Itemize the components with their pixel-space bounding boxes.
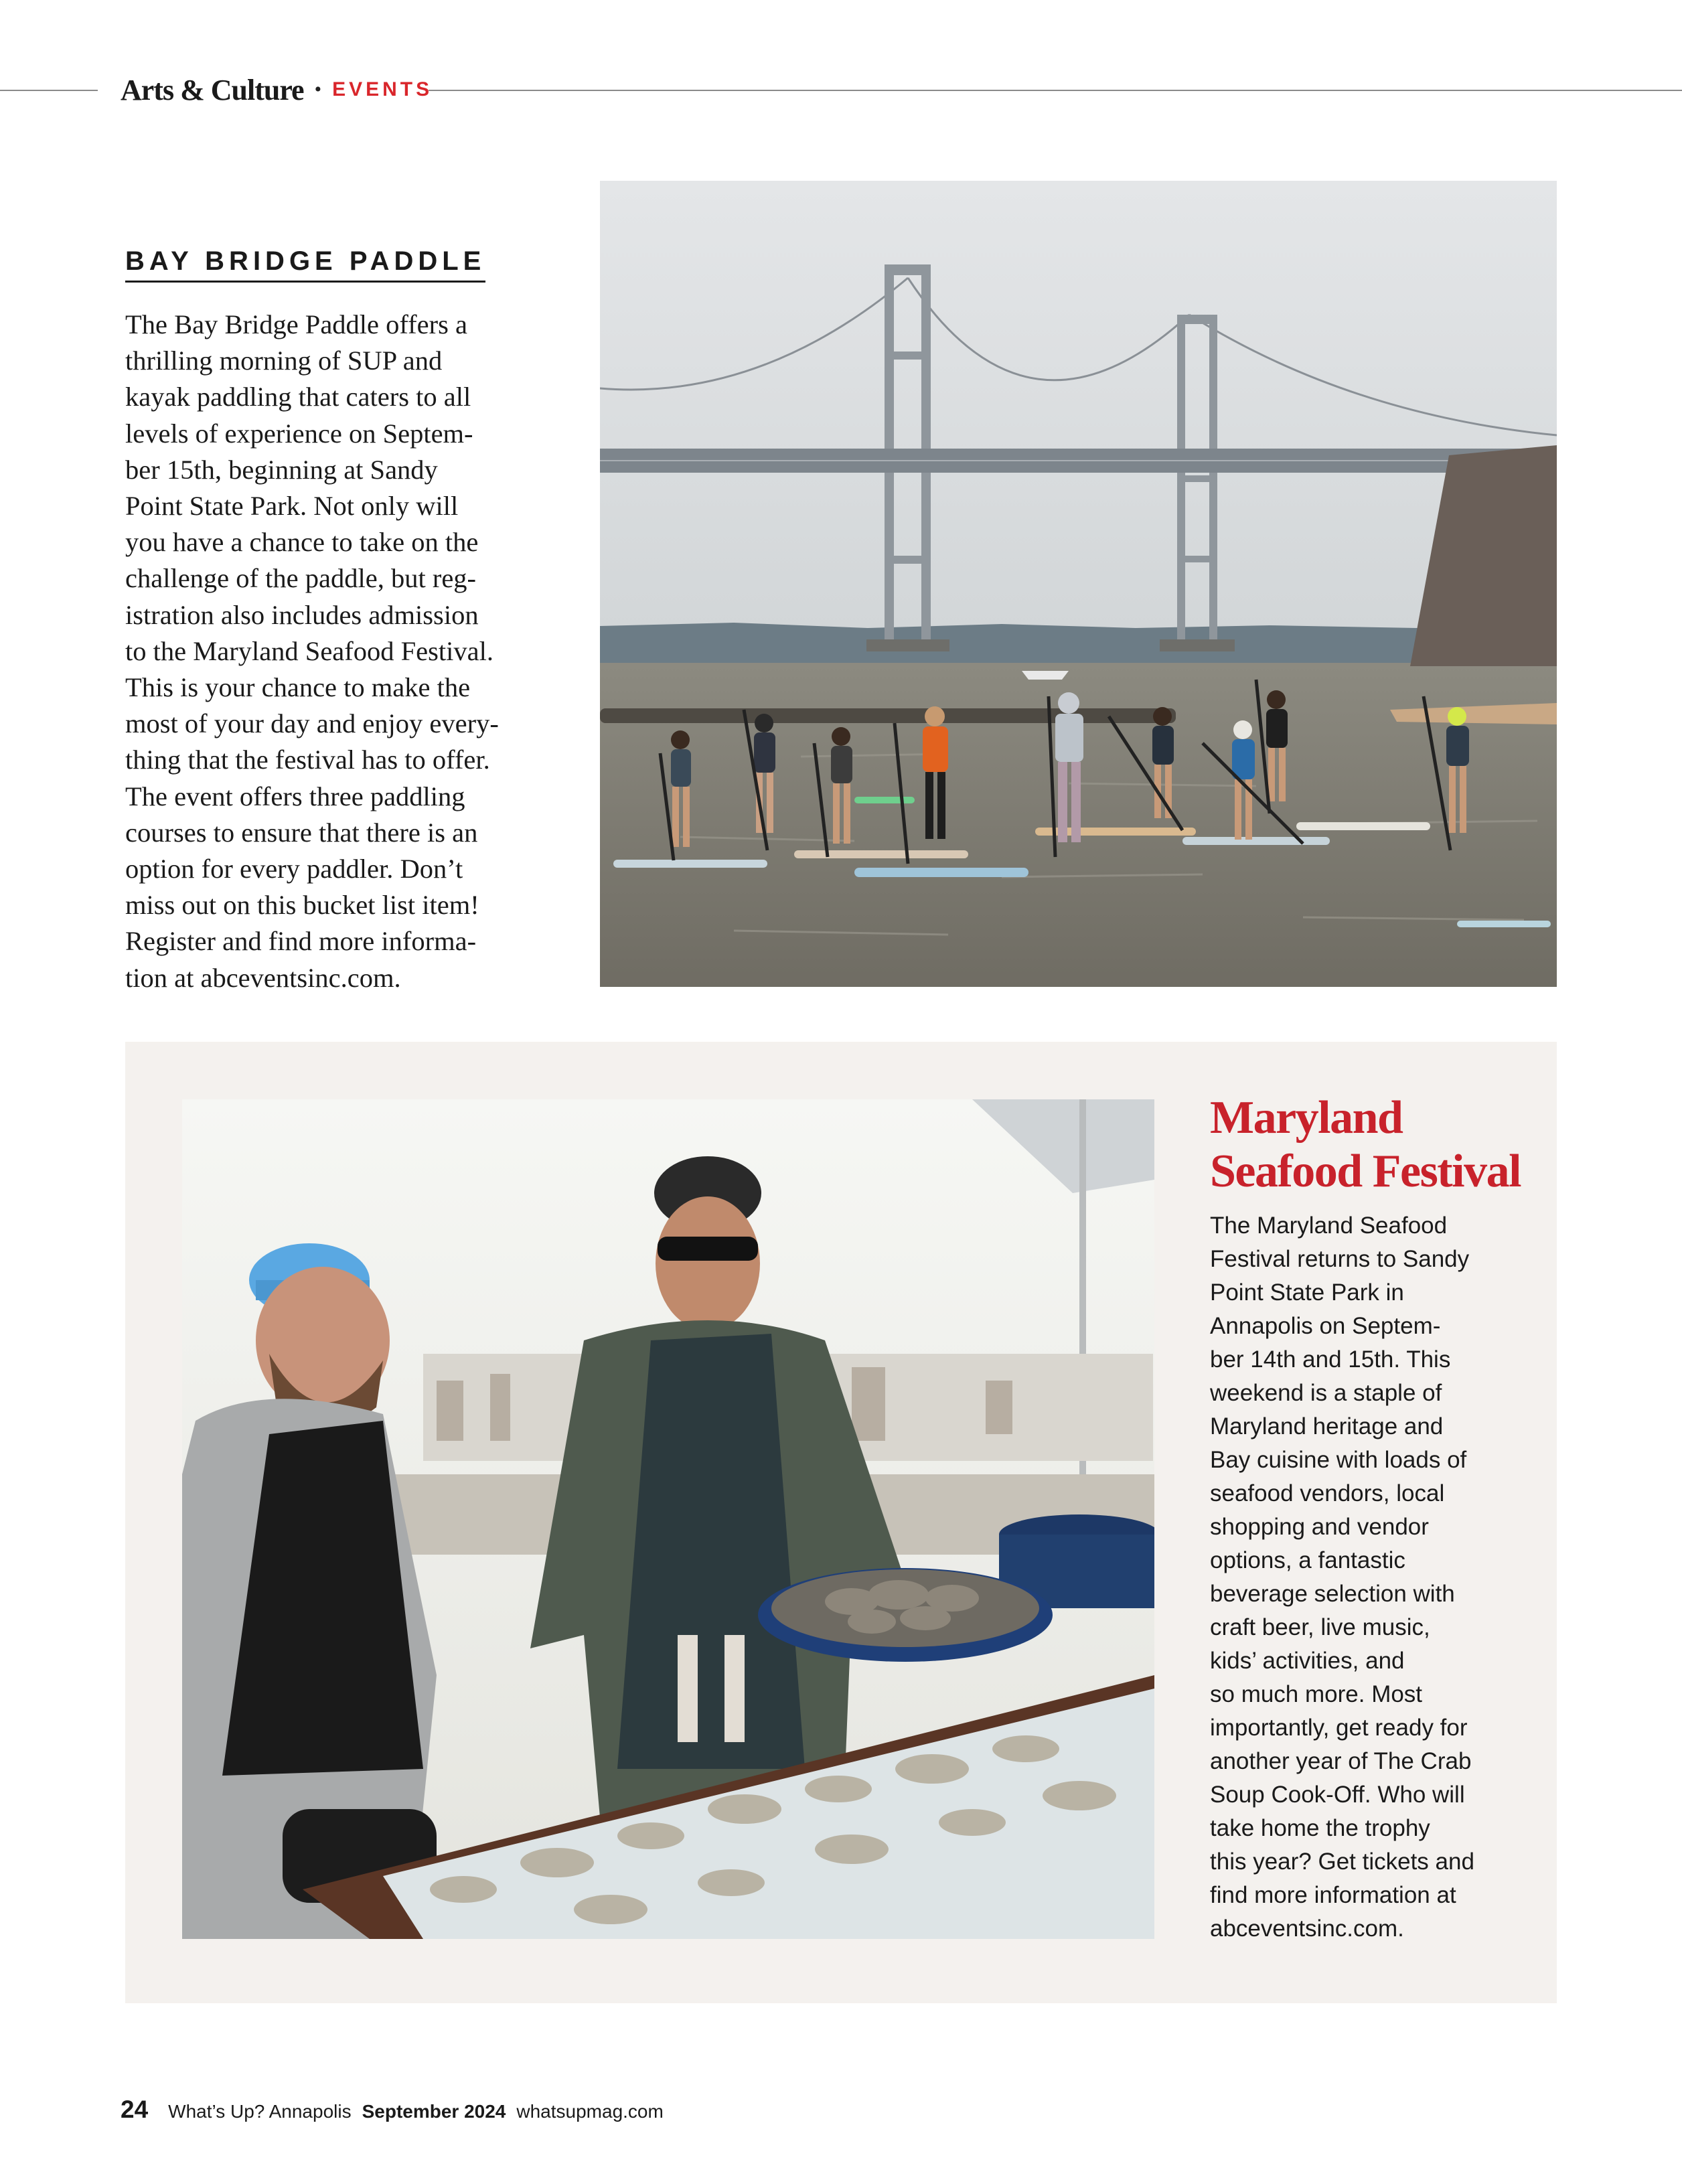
- page-number: 24: [121, 2096, 149, 2123]
- festival-heading: [1210, 1091, 1531, 1198]
- section-header: [121, 68, 433, 111]
- festival-heading-line1: Maryland: [1210, 1092, 1403, 1144]
- section-separator: •: [314, 78, 322, 100]
- paddle-body-text: The Bay Bridge Paddle offers a thrilling morning of SUP and kayak paddling that caters to all levels of experience on Septem- ber 15th, beginning at Sandy Point State Park. Not only will you have a chance to take on the challenge of the paddle, but reg- istration also includes admission to the Maryland Seafood Festival. This is your chance to make the most of your day and enjoy every- thing that the festival has to offer. The event offers three paddling courses to ensure that there is an option for every paddler. Don’t miss out on this bucket list item! Register and find more informa- tion at abceventsinc.com.: [125, 309, 499, 993]
- sky: [600, 181, 1557, 636]
- header-rule-right: [429, 90, 1682, 91]
- festival-body-text: The Maryland Seafood Festival returns to Sandy Point State Park in Annapolis on Septem- ber 14th and 15th. This weekend is a staple of Maryland heritage and Bay cuisine with loads of seafood vendors, local shopping and vendor options, a fantastic beverage selection with craft beer, live music, kids’ activities, and so much more. Most importantly, get ready for another year of The Crab Soup Cook-Off. Who will take home the trophy this year? Get tickets and find more information at abceventsinc.com.: [1210, 1213, 1474, 1942]
- seafood-festival-photo: [182, 1099, 1154, 1939]
- header-rule-left: [0, 90, 98, 91]
- section-name: Arts & Culture: [121, 73, 304, 106]
- bay-bridge-paddle-photo: [600, 181, 1557, 987]
- page-footer: [121, 2096, 664, 2124]
- rock-jetty: [600, 708, 1176, 723]
- publication-name: What’s Up? Annapolis: [168, 2101, 352, 2122]
- issue-date: September 2024: [362, 2101, 506, 2122]
- website: whatsupmag.com: [516, 2101, 664, 2122]
- section-category: EVENTS: [332, 78, 433, 100]
- paddle-heading: BAY BRIDGE PADDLE: [125, 246, 485, 283]
- festival-heading-line2: Seafood Festival: [1210, 1146, 1521, 1197]
